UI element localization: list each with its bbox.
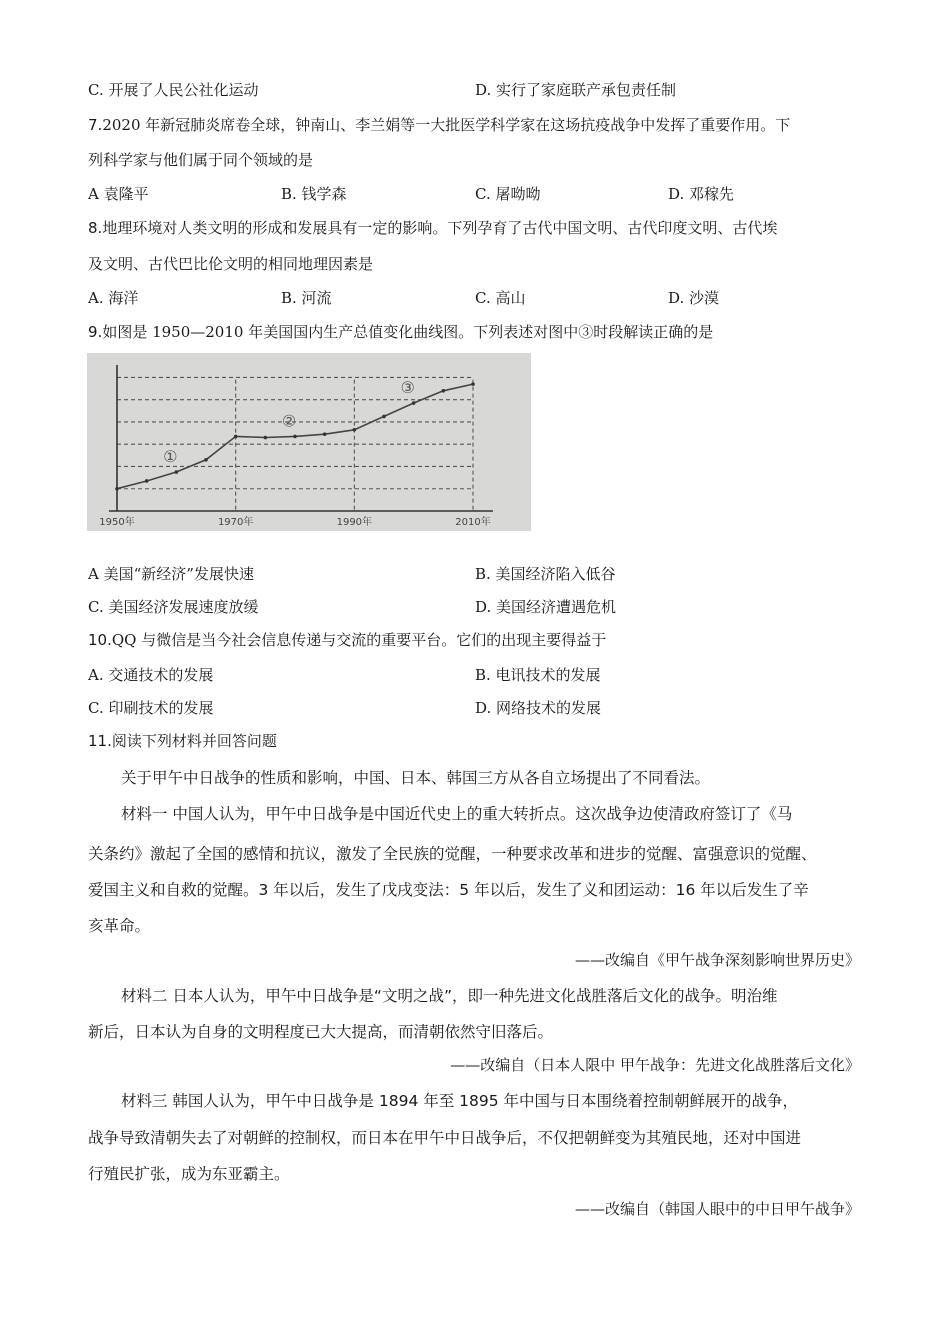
- q9-option-a: A 美国“新经济”发展快速: [88, 565, 254, 583]
- data-point: [115, 487, 119, 491]
- q8-option-d: D. 沙漠: [668, 289, 720, 307]
- q7-option-b: B. 钱学森: [281, 185, 347, 203]
- q8-stem-line1: [88, 218, 777, 238]
- material3-source: ——改编自（韩国人眼中的中日甲午战争》: [574, 1200, 860, 1218]
- q10-option-a: A. 交通技术的发展: [88, 666, 214, 684]
- q11-stem-line1: [88, 731, 277, 751]
- period-label: ③: [400, 378, 415, 398]
- q11-stem-text: 阅读下列材料并回答问题: [111, 732, 277, 750]
- data-point: [353, 428, 357, 432]
- data-point: [264, 436, 268, 440]
- data-point: [412, 401, 416, 405]
- material1-line3: 爱国主义和自救的觉醒。3 年以后，发生了戊戌变法：5 年以后，发生了义和团运动：16 年以后发生了辛: [88, 881, 809, 899]
- q10-stem-line1: [88, 630, 606, 650]
- q7-stem-line2: 列科学家与他们属于同个领域的是: [88, 151, 314, 169]
- period-label: ①: [163, 447, 178, 467]
- q9-stem-text: 如图是 1950—2010 年美国国内生产总值变化曲线图。下列表述对图中③时段解读正确的是: [102, 323, 714, 341]
- x-tick-label: 1990年: [336, 517, 373, 528]
- material2-line2: 新后，日本认为自身的文明程度已大大提高，而清朝依然守旧落后。: [88, 1023, 554, 1041]
- q8-option-c: C. 高山: [475, 289, 526, 307]
- material2-line1: 材料二 日本人认为，甲午中日战争是“文明之战”，即一种先进文化战胜落后文化的战争。明治维: [121, 987, 778, 1005]
- data-point: [293, 435, 297, 439]
- data-point: [175, 470, 179, 474]
- q6-option-d: D. 实行了家庭联产承包责任制: [475, 81, 677, 99]
- q10-option-d: D. 网络技术的发展: [475, 699, 602, 717]
- q9-option-b: B. 美国经济陷入低谷: [475, 565, 616, 583]
- q9-number: 9.: [88, 323, 103, 341]
- material2-source: ——改编自（日本人限中 甲午战争：先进文化战胜落后文化》: [450, 1056, 860, 1074]
- x-tick-label: 1950年: [99, 517, 135, 528]
- gdp-line-chart: [87, 353, 531, 531]
- q10-stem-text: QQ 与微信是当今社会信息传递与交流的重要平台。它们的出现主要得益于: [111, 631, 607, 649]
- x-tick-label: 2010年: [455, 517, 491, 528]
- q7-stem-line1: [88, 115, 790, 135]
- material1-line4: 亥革命。: [88, 917, 151, 935]
- q8-stem-text: 地理环境对人类文明的形成和发展具有一定的影响。下列孕育了古代中国文明、古代印度文明、古代埃: [102, 219, 778, 237]
- data-point: [382, 415, 386, 419]
- data-point: [471, 382, 475, 386]
- q8-option-a: A. 海洋: [88, 289, 139, 307]
- q7-option-a: A 袁隆平: [88, 185, 149, 203]
- q10-option-b: B. 电讯技术的发展: [475, 666, 601, 684]
- q6-option-c: C. 开展了人民公社化运动: [88, 81, 259, 99]
- data-point: [442, 389, 446, 393]
- data-point: [234, 435, 238, 439]
- data-point: [204, 458, 208, 462]
- q7-stem-text: 2020 年新冠肺炎席卷全球，钟南山、李兰娟等一大批医学科学家在这场抗疫战争中发挥了重要作用。下: [102, 116, 791, 134]
- period-label: ②: [281, 411, 297, 431]
- q11-intro: 关于甲午中日战争的性质和影响，中国、日本、韩国三方从各自立场提出了不同看法。: [121, 769, 711, 787]
- material1-source: ——改编自《甲午战争深刻影响世界历史》: [574, 951, 860, 969]
- material1-line1: 材料一 中国人认为，甲午中日战争是中国近代史上的重大转折点。这次战争边使清政府签订了《马: [121, 805, 793, 823]
- data-point: [323, 432, 327, 436]
- q8-number: 8.: [88, 219, 103, 237]
- q11-number: 11.: [88, 732, 112, 750]
- q10-number: 10.: [88, 631, 112, 649]
- q9-option-d: D. 美国经济遭遇危机: [475, 598, 617, 616]
- material1-line2: 关条约》激起了全国的感情和抗议，激发了全民族的觉醒，一种要求改革和进步的觉醒、富强意识的觉醒、: [88, 845, 817, 863]
- q8-stem-line2: 及文明、古代巴比伦文明的相同地理因素是: [88, 255, 374, 273]
- q7-number: 7.: [88, 116, 103, 134]
- material3-line2: 战争导致清朝失去了对朝鲜的控制权，而日本在甲午中日战争后，不仅把朝鲜变为其殖民地，还对中国进: [88, 1129, 802, 1147]
- material3-line1: 材料三 韩国人认为，甲午中日战争是 1894 年至 1895 年中国与日本围绕着控制朝鲜展开的战争，: [121, 1092, 799, 1110]
- q8-option-b: B. 河流: [281, 289, 332, 307]
- data-point: [145, 479, 149, 483]
- x-tick-label: 1970年: [217, 517, 254, 528]
- q9-stem-line1: [88, 322, 713, 342]
- q10-option-c: C. 印刷技术的发展: [88, 699, 214, 717]
- q7-option-d: D. 邓稼先: [668, 185, 735, 203]
- q9-option-c: C. 美国经济发展速度放缓: [88, 598, 259, 616]
- q7-option-c: C. 屠呦呦: [475, 185, 541, 203]
- material3-line3: 行殖民扩张，成为东亚霸主。: [88, 1165, 290, 1183]
